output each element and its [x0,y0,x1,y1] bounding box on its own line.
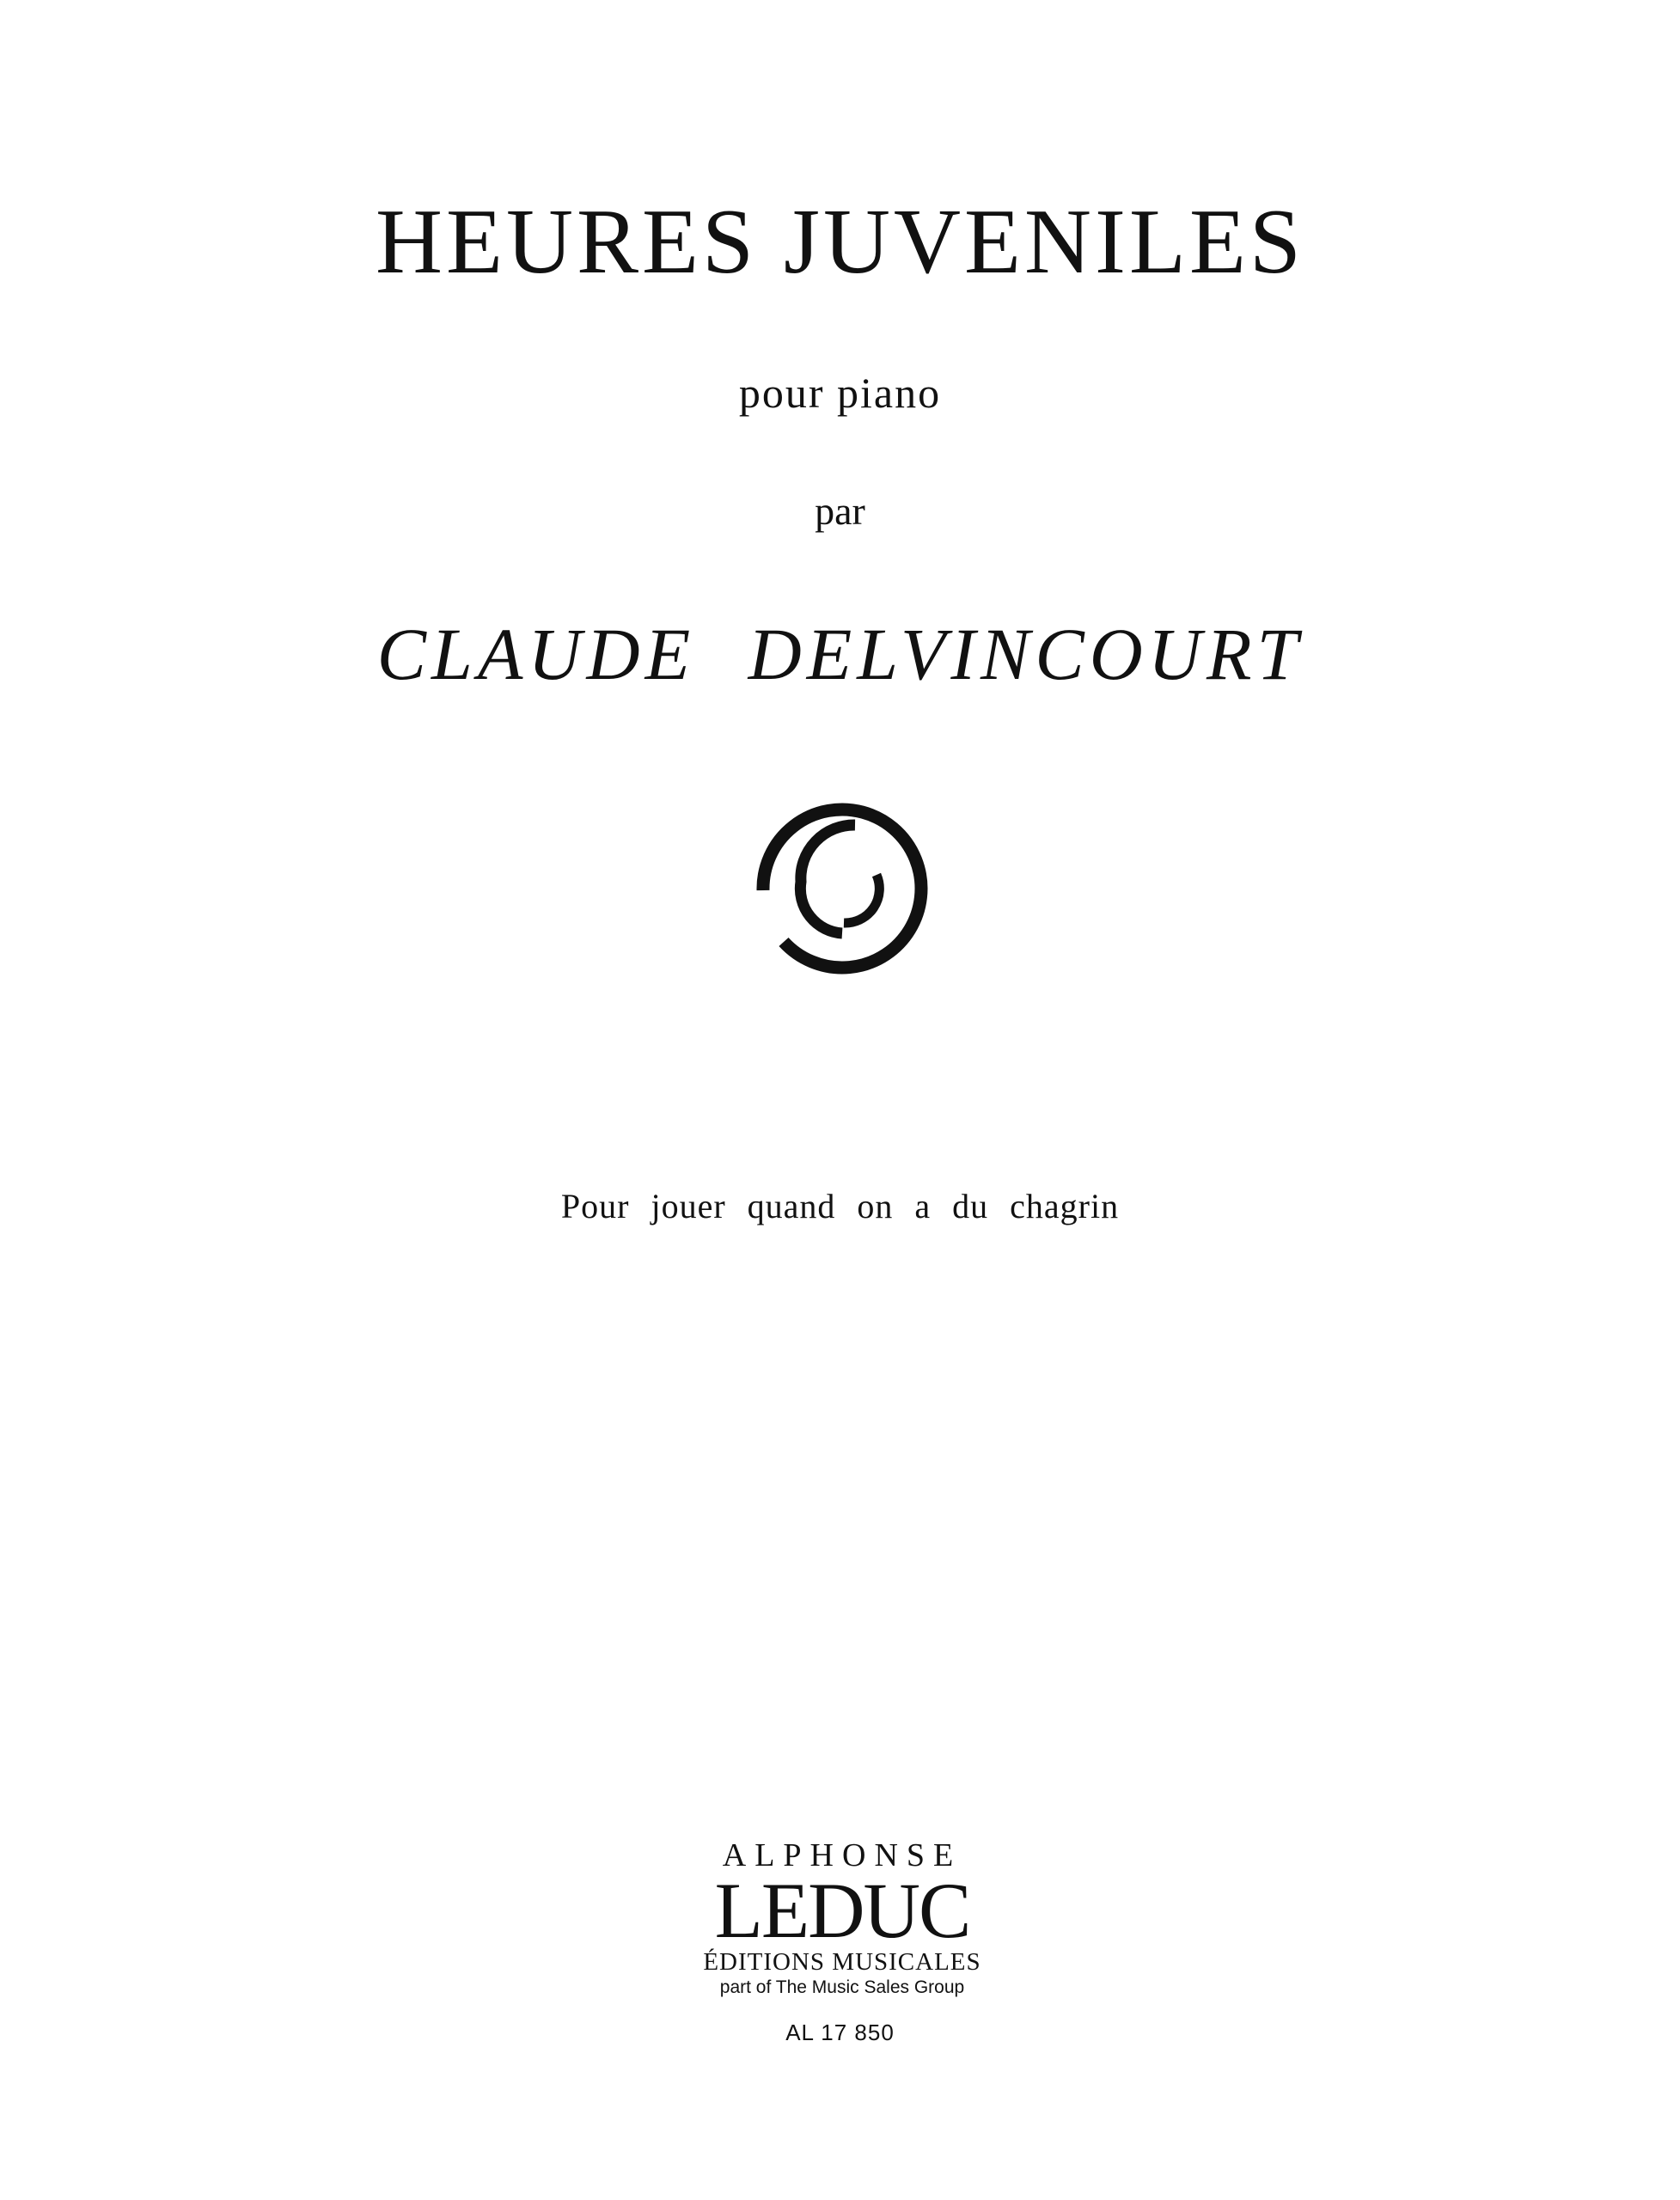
by-label: par [815,489,865,533]
composer-name: CLAUDE DELVINCOURT [376,613,1304,695]
publisher-line-1: ALPHONSE [722,1837,962,1873]
publisher-emblem-icon [748,789,937,978]
catalog-number: AL 17 850 [785,2020,895,2045]
publisher-logo [679,1839,1005,1998]
piece-title: Pour jouer quand on a du chagrin [560,1187,1120,1225]
publisher-line-2: LEDUC [714,1866,970,1954]
publisher-line-4: part of The Music Sales Group [719,1977,965,1997]
work-title: HEURES JUVENILES [376,191,1304,293]
instrument-subtitle: pour piano [738,369,942,417]
publisher-line-3: ÉDITIONS MUSICALES [703,1948,981,1977]
